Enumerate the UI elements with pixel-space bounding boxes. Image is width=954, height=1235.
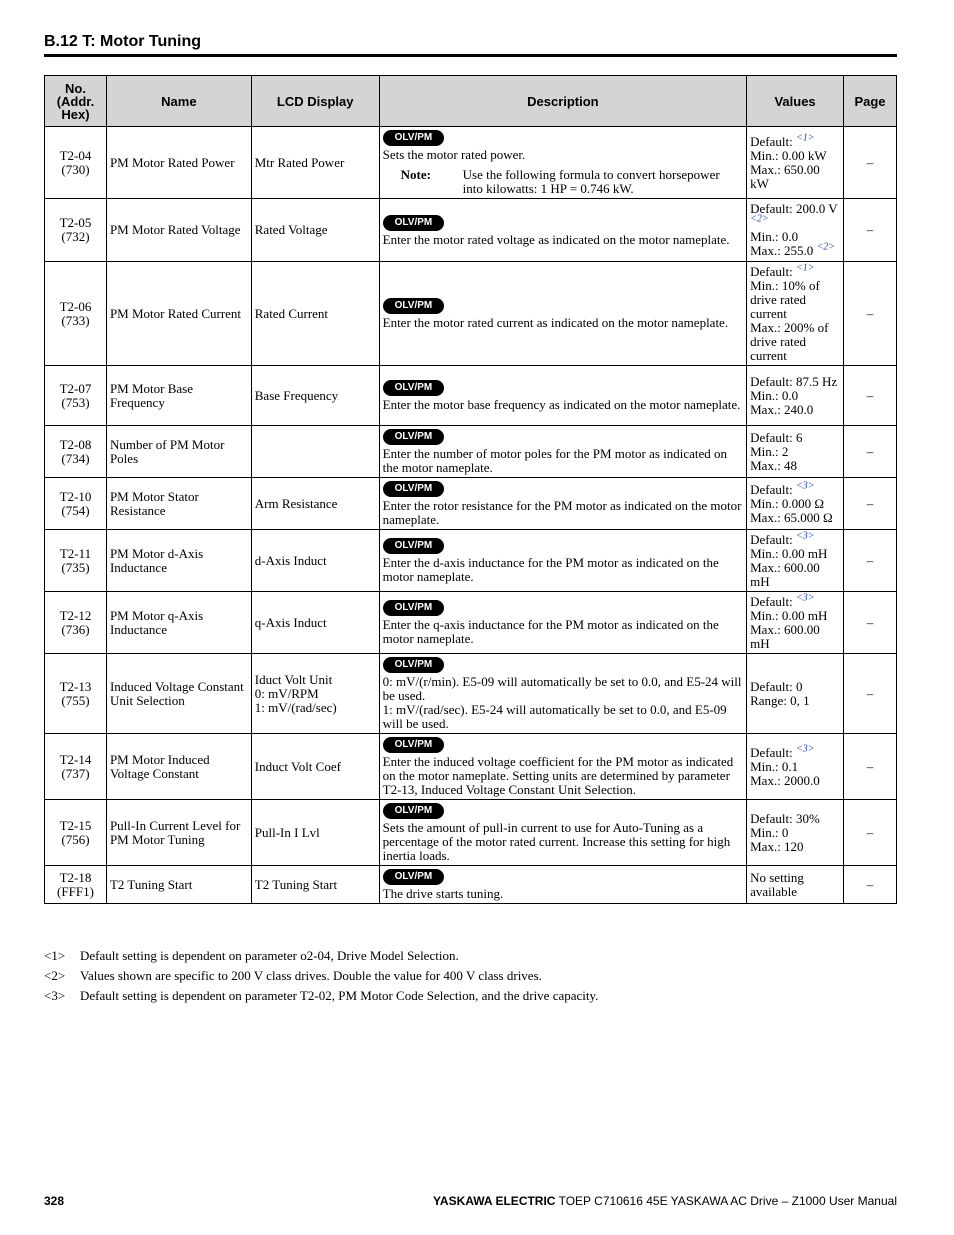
description-cell <box>379 127 746 199</box>
param-no: T2-14 <box>59 751 92 767</box>
page-ref: – <box>844 426 897 478</box>
footnote-reference[interactable]: <2> <box>816 241 836 253</box>
value-line: Min.: 0.00 kW <box>750 147 827 163</box>
footnote-reference[interactable]: <3> <box>795 743 815 755</box>
value-line: Max.: 255.0 $^{<2>}$ <box>750 241 836 258</box>
param-name: PM Motor q-Axis Inductance <box>106 592 251 654</box>
footnote-text: Default setting is dependent on parameter o2-04, Drive Model Selection. <box>80 948 459 963</box>
value-line: No setting available <box>750 869 804 899</box>
header-lcd: LCD Display <box>251 76 379 127</box>
values-cell <box>747 734 844 800</box>
footnote-reference[interactable]: <3> <box>795 592 815 604</box>
footnote-reference[interactable]: <1> <box>795 132 815 144</box>
lcd-display: Iduct Volt Unit 0: mV/RPM 1: mV/(rad/sec) <box>251 654 379 734</box>
param-no: T2-18 <box>59 869 92 885</box>
value-line: Max.: 65.000 Ω <box>750 509 833 525</box>
footnote <box>44 986 598 1006</box>
param-addr: (754) <box>61 502 90 518</box>
param-addr: (735) <box>61 559 90 575</box>
param-no-cell <box>45 734 107 800</box>
description-text: Sets the amount of pull-in current to use for Auto-Tuning as a percentage of the motor rated current. Increase this setting for high inertia loads. <box>382 820 731 863</box>
page-ref: – <box>844 734 897 800</box>
footer-brand: YASKAWA ELECTRIC <box>433 1194 556 1208</box>
lcd-display: q-Axis Induct <box>251 592 379 654</box>
page-ref: – <box>844 478 897 530</box>
section-title: B.12 T: Motor Tuning <box>44 33 202 50</box>
header-no: No. (Addr. Hex) <box>45 76 107 127</box>
value-line: Max.: 120 <box>750 838 804 854</box>
param-name: PM Motor Rated Current <box>106 262 251 366</box>
value-line: Default: $^{<3>}$ <box>750 480 815 497</box>
param-name: PM Motor d-Axis Inductance <box>106 530 251 592</box>
param-name: PM Motor Base Frequency <box>106 366 251 426</box>
param-name: Pull-In Current Level for PM Motor Tuning <box>106 800 251 866</box>
value-line: Min.: 0.1 <box>750 758 799 774</box>
value-line: Min.: 0.000 Ω <box>750 495 825 511</box>
description-cell <box>379 366 746 426</box>
page-ref: – <box>844 366 897 426</box>
header-values: Values <box>747 76 844 127</box>
footnote-reference[interactable]: <3> <box>795 530 815 542</box>
description-cell <box>379 800 746 866</box>
table-row <box>45 800 897 866</box>
description-text: 0: mV/(r/min). E5-09 will automatically be set to 0.0, and E5-24 will be used. 1: mV/(rad/sec). E5-24 will automatically be set to 0.0, and E5-09 will be used. <box>382 674 742 731</box>
olv-pm-badge: OLV/PM <box>383 538 445 554</box>
param-addr: (734) <box>61 450 90 466</box>
value-line: Max.: 48 <box>750 457 798 473</box>
olv-pm-badge: OLV/PM <box>383 298 445 314</box>
note <box>383 168 743 196</box>
param-name: PM Motor Induced Voltage Constant <box>106 734 251 800</box>
page-ref: – <box>844 530 897 592</box>
header-page: Page <box>844 76 897 127</box>
value-line: Default: 6 <box>750 429 803 445</box>
param-no: T2-04 <box>59 147 92 163</box>
param-addr: (732) <box>61 229 90 244</box>
header-name: Name <box>106 76 251 127</box>
description-text: Enter the motor base frequency as indicated on the motor nameplate. <box>382 397 741 412</box>
param-no: T2-05 <box>59 215 92 230</box>
values-cell <box>747 654 844 734</box>
value-line: Default: $^{<1>}$ <box>750 132 815 149</box>
note-text: Use the following formula to convert horsepower into kilowatts: 1 HP = 0.746 kW. <box>462 167 720 196</box>
title-rule <box>44 54 897 57</box>
footnotes <box>44 946 598 1006</box>
page-ref: – <box>844 866 897 904</box>
param-no: T2-15 <box>59 817 92 833</box>
table-row <box>45 592 897 654</box>
param-name: PM Motor Stator Resistance <box>106 478 251 530</box>
page-ref: – <box>844 127 897 199</box>
param-no: T2-07 <box>59 380 92 396</box>
olv-pm-badge: OLV/PM <box>383 429 445 445</box>
param-addr: (737) <box>61 765 90 781</box>
olv-pm-badge: OLV/PM <box>383 803 445 819</box>
description-cell <box>379 866 746 904</box>
values-cell <box>747 199 844 262</box>
param-no-cell <box>45 654 107 734</box>
value-line: Default: $^{<1>}$ <box>750 262 815 279</box>
values-cell <box>747 366 844 426</box>
param-addr: (733) <box>61 312 90 328</box>
olv-pm-badge: OLV/PM <box>383 380 445 396</box>
lcd-display <box>251 426 379 478</box>
param-no-cell <box>45 478 107 530</box>
param-no: T2-08 <box>59 436 92 452</box>
values-cell <box>747 262 844 366</box>
lcd-display: Mtr Rated Power <box>251 127 379 199</box>
values-cell <box>747 530 844 592</box>
values-cell <box>747 866 844 904</box>
lcd-display: Rated Current <box>251 262 379 366</box>
param-no-cell <box>45 530 107 592</box>
value-line: Max.: 2000.0 <box>750 772 820 788</box>
page-ref: – <box>844 592 897 654</box>
values-cell <box>747 800 844 866</box>
description-text: The drive starts tuning. <box>382 886 504 901</box>
table-header-row <box>45 76 897 127</box>
param-name: PM Motor Rated Power <box>106 127 251 199</box>
value-line: Default: 87.5 Hz <box>750 373 838 389</box>
parameter-table <box>44 75 897 904</box>
values-cell <box>747 478 844 530</box>
olv-pm-badge: OLV/PM <box>383 657 445 673</box>
olv-pm-badge: OLV/PM <box>383 130 445 146</box>
param-no-cell <box>45 199 107 262</box>
footnote-mark: <3> <box>44 988 66 1003</box>
value-line: Default: $^{<3>}$ <box>750 592 815 609</box>
value-line: Max.: 650.00 kW <box>750 161 820 191</box>
value-line: Min.: 2 <box>750 443 789 459</box>
param-no-cell <box>45 366 107 426</box>
value-line: Default: 200.0 V $^{<2>}$ <box>750 201 838 225</box>
param-name: PM Motor Rated Voltage <box>106 199 251 262</box>
value-line: Range: 0, 1 <box>750 692 810 708</box>
footnote <box>44 966 598 986</box>
param-no-cell <box>45 426 107 478</box>
page-ref: – <box>844 199 897 262</box>
param-name: Number of PM Motor Poles <box>106 426 251 478</box>
table-row <box>45 478 897 530</box>
footnote-mark: <2> <box>44 968 66 983</box>
value-line: Max.: 200% of drive rated current <box>750 319 829 363</box>
table-row <box>45 366 897 426</box>
page-ref: – <box>844 800 897 866</box>
footnote-reference[interactable]: <1> <box>795 262 815 274</box>
olv-pm-badge: OLV/PM <box>383 869 445 885</box>
value-line: Max.: 600.00 mH <box>750 559 820 589</box>
value-line: Min.: 0.00 mH <box>750 545 828 561</box>
values-cell <box>747 592 844 654</box>
table-row <box>45 734 897 800</box>
param-no: T2-12 <box>59 607 92 623</box>
olv-pm-badge: OLV/PM <box>383 737 445 753</box>
lcd-display: T2 Tuning Start <box>251 866 379 904</box>
values-cell <box>747 426 844 478</box>
description-text: Enter the rotor resistance for the PM motor as indicated on the motor nameplate. <box>382 498 742 527</box>
description-text: Enter the induced voltage coefficient for the PM motor as indicated on the motor nameplate. Setting units are determined by parameter T2-13, Induced Voltage Constant Unit Selection. <box>382 754 734 797</box>
footer-doc-title <box>433 1194 897 1208</box>
description-cell <box>379 262 746 366</box>
description-cell <box>379 478 746 530</box>
footnote-mark: <1> <box>44 948 66 963</box>
param-no-cell <box>45 127 107 199</box>
footnote-reference[interactable]: <2> <box>750 213 769 225</box>
param-no-cell <box>45 262 107 366</box>
lcd-display: Rated Voltage <box>251 199 379 262</box>
value-line: Default: $^{<3>}$ <box>750 530 815 547</box>
param-addr: (736) <box>61 621 90 637</box>
value-line: Min.: 0 <box>750 824 789 840</box>
description-cell <box>379 654 746 734</box>
value-line: Default: 30% <box>750 810 820 826</box>
description-text: Enter the motor rated voltage as indicated on the motor nameplate. <box>382 231 730 247</box>
param-no-cell <box>45 592 107 654</box>
description-text: Enter the d-axis inductance for the PM motor as indicated on the motor nameplate. <box>382 555 719 584</box>
footer-doc: TOEP C710616 45E YASKAWA AC Drive – Z1000 User Manual <box>555 1194 897 1208</box>
lcd-display: Base Frequency <box>251 366 379 426</box>
param-addr: (756) <box>61 831 90 847</box>
footnote-reference[interactable]: <3> <box>795 480 815 492</box>
page-number: 328 <box>44 1194 65 1208</box>
param-no: T2-13 <box>59 678 92 694</box>
param-addr: (730) <box>61 161 90 177</box>
table-row <box>45 426 897 478</box>
param-addr: (755) <box>61 692 90 708</box>
param-no: T2-11 <box>59 545 92 561</box>
lcd-display: Pull-In I Lvl <box>251 800 379 866</box>
lcd-display: Induct Volt Coef <box>251 734 379 800</box>
param-addr: (FFF1) <box>57 883 94 899</box>
header-description: Description <box>379 76 746 127</box>
description-text: Enter the motor rated current as indicated on the motor nameplate. <box>382 315 729 330</box>
olv-pm-badge: OLV/PM <box>383 481 445 497</box>
value-line: Default: 0 <box>750 678 803 694</box>
olv-pm-badge: OLV/PM <box>383 215 445 231</box>
description-cell <box>379 530 746 592</box>
footnote <box>44 946 598 966</box>
description-text: Enter the q-axis inductance for the PM motor as indicated on the motor nameplate. <box>382 617 719 646</box>
param-no-cell <box>45 866 107 904</box>
lcd-display: Arm Resistance <box>251 478 379 530</box>
value-line: Min.: 0.0 <box>750 229 799 244</box>
description-cell <box>379 592 746 654</box>
description-cell <box>379 426 746 478</box>
param-name: T2 Tuning Start <box>106 866 251 904</box>
table-row <box>45 866 897 904</box>
param-addr: (753) <box>61 394 90 410</box>
olv-pm-badge: OLV/PM <box>383 600 445 616</box>
value-line: Min.: 0.00 mH <box>750 607 828 623</box>
table-row <box>45 530 897 592</box>
footnote-text: Values shown are specific to 200 V class drives. Double the value for 400 V class drives. <box>80 968 542 983</box>
table-row <box>45 654 897 734</box>
value-line: Min.: 10% of drive rated current <box>750 277 820 321</box>
page-ref: – <box>844 654 897 734</box>
description-cell <box>379 734 746 800</box>
lcd-display: d-Axis Induct <box>251 530 379 592</box>
value-line: Min.: 0.0 <box>750 387 799 403</box>
table-row <box>45 127 897 199</box>
param-no: T2-06 <box>59 298 92 314</box>
footnote-text: Default setting is dependent on parameter T2-02, PM Motor Code Selection, and the drive capacity. <box>80 988 599 1003</box>
values-cell <box>747 127 844 199</box>
value-line: Max.: 600.00 mH <box>750 621 820 651</box>
page-ref: – <box>844 262 897 366</box>
param-no: T2-10 <box>59 488 92 504</box>
table-row <box>45 199 897 262</box>
note-label: Note: <box>400 167 431 182</box>
param-name: Induced Voltage Constant Unit Selection <box>106 654 251 734</box>
value-line: Default: $^{<3>}$ <box>750 743 815 760</box>
description-text: Sets the motor rated power. <box>382 147 526 162</box>
description-text: Enter the number of motor poles for the PM motor as indicated on the motor nameplate. <box>382 446 728 475</box>
description-cell <box>379 199 746 262</box>
value-line: Max.: 240.0 <box>750 401 814 417</box>
param-no-cell <box>45 800 107 866</box>
table-row <box>45 262 897 366</box>
